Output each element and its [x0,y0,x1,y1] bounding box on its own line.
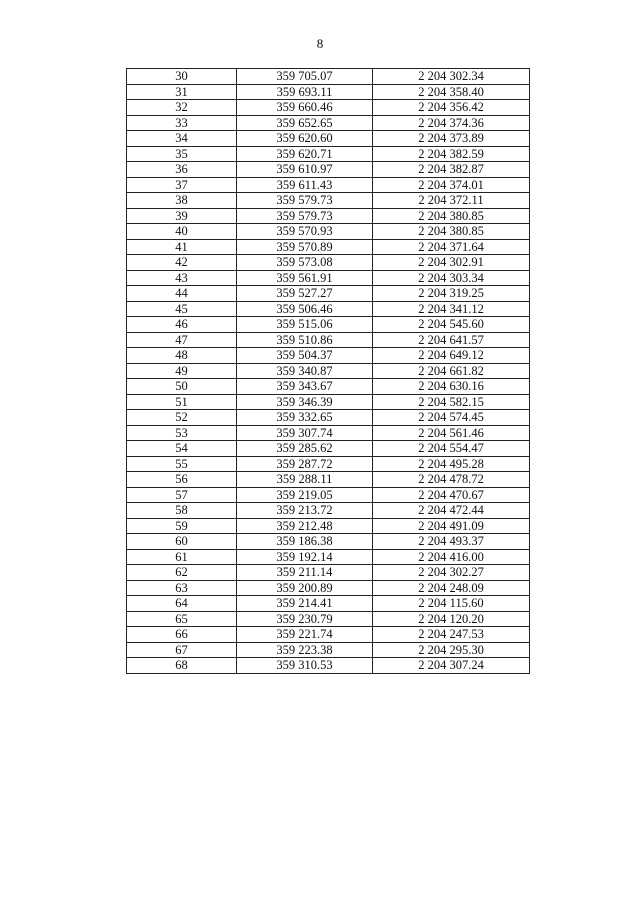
x-coordinate-cell: 359 561.91 [237,270,373,286]
table-row [127,472,530,488]
point-number-cell: 37 [127,177,237,193]
y-coordinate-cell: 2 204 545.60 [373,317,530,333]
x-coordinate-cell: 359 620.60 [237,131,373,147]
point-number-cell: 31 [127,84,237,100]
y-coordinate-cell: 2 204 373.89 [373,131,530,147]
y-coordinate-cell: 2 204 120.20 [373,611,530,627]
table-row [127,84,530,100]
point-number-cell: 47 [127,332,237,348]
x-coordinate-cell: 359 212.48 [237,518,373,534]
x-coordinate-cell: 359 573.08 [237,255,373,271]
point-number-cell: 34 [127,131,237,147]
point-number-cell: 50 [127,379,237,395]
x-coordinate-cell: 359 192.14 [237,549,373,565]
x-coordinate-cell: 359 611.43 [237,177,373,193]
y-coordinate-cell: 2 204 493.37 [373,534,530,550]
point-number-cell: 42 [127,255,237,271]
x-coordinate-cell: 359 570.93 [237,224,373,240]
point-number-cell: 67 [127,642,237,658]
x-coordinate-cell: 359 230.79 [237,611,373,627]
y-coordinate-cell: 2 204 661.82 [373,363,530,379]
table-row [127,348,530,364]
y-coordinate-cell: 2 204 302.34 [373,69,530,85]
table-row [127,534,530,550]
x-coordinate-cell: 359 506.46 [237,301,373,317]
table-row [127,224,530,240]
x-coordinate-cell: 359 620.71 [237,146,373,162]
y-coordinate-cell: 2 204 295.30 [373,642,530,658]
point-number-cell: 41 [127,239,237,255]
table-row [127,115,530,131]
table-row [127,69,530,85]
coordinates-table [126,68,530,674]
y-coordinate-cell: 2 204 630.16 [373,379,530,395]
point-number-cell: 56 [127,472,237,488]
table-row [127,565,530,581]
point-number-cell: 64 [127,596,237,612]
y-coordinate-cell: 2 204 307.24 [373,658,530,674]
table-row [127,363,530,379]
y-coordinate-cell: 2 204 495.28 [373,456,530,472]
y-coordinate-cell: 2 204 371.64 [373,239,530,255]
y-coordinate-cell: 2 204 470.67 [373,487,530,503]
x-coordinate-cell: 359 527.27 [237,286,373,302]
point-number-cell: 33 [127,115,237,131]
x-coordinate-cell: 359 211.14 [237,565,373,581]
point-number-cell: 58 [127,503,237,519]
y-coordinate-cell: 2 204 341.12 [373,301,530,317]
y-coordinate-cell: 2 204 248.09 [373,580,530,596]
point-number-cell: 44 [127,286,237,302]
x-coordinate-cell: 359 288.11 [237,472,373,488]
table-row [127,394,530,410]
point-number-cell: 57 [127,487,237,503]
table-row [127,487,530,503]
y-coordinate-cell: 2 204 302.27 [373,565,530,581]
x-coordinate-cell: 359 570.89 [237,239,373,255]
table-row [127,100,530,116]
point-number-cell: 55 [127,456,237,472]
point-number-cell: 51 [127,394,237,410]
y-coordinate-cell: 2 204 472.44 [373,503,530,519]
table-body-before [127,69,530,674]
point-number-cell: 46 [127,317,237,333]
table-row [127,332,530,348]
table-row [127,456,530,472]
x-coordinate-cell: 359 652.65 [237,115,373,131]
x-coordinate-cell: 359 186.38 [237,534,373,550]
x-coordinate-cell: 359 660.46 [237,100,373,116]
point-number-cell: 35 [127,146,237,162]
x-coordinate-cell: 359 223.38 [237,642,373,658]
table-row [127,255,530,271]
table-row [127,627,530,643]
point-number-cell: 53 [127,425,237,441]
point-number-cell: 43 [127,270,237,286]
table-row [127,239,530,255]
y-coordinate-cell: 2 204 582.15 [373,394,530,410]
point-number-cell: 49 [127,363,237,379]
y-coordinate-cell: 2 204 380.85 [373,224,530,240]
x-coordinate-cell: 359 310.53 [237,658,373,674]
x-coordinate-cell: 359 346.39 [237,394,373,410]
table-row [127,658,530,674]
x-coordinate-cell: 359 343.67 [237,379,373,395]
x-coordinate-cell: 359 579.73 [237,208,373,224]
table-row [127,549,530,565]
table-row [127,518,530,534]
point-number-cell: 32 [127,100,237,116]
x-coordinate-cell: 359 504.37 [237,348,373,364]
page-number: 8 [316,36,324,51]
point-number-cell: 63 [127,580,237,596]
point-number-cell: 54 [127,441,237,457]
point-number-cell: 60 [127,534,237,550]
table-row [127,441,530,457]
y-coordinate-cell: 2 204 374.01 [373,177,530,193]
point-number-cell: 30 [127,69,237,85]
x-coordinate-cell: 359 515.06 [237,317,373,333]
x-coordinate-cell: 359 213.72 [237,503,373,519]
point-number-cell: 52 [127,410,237,426]
y-coordinate-cell: 2 204 380.85 [373,208,530,224]
table-row [127,611,530,627]
table-row [127,317,530,333]
table-row [127,425,530,441]
table-row [127,208,530,224]
point-number-cell: 61 [127,549,237,565]
y-coordinate-cell: 2 204 478.72 [373,472,530,488]
point-number-cell: 36 [127,162,237,178]
point-number-cell: 66 [127,627,237,643]
x-coordinate-cell: 359 510.86 [237,332,373,348]
x-coordinate-cell: 359 332.65 [237,410,373,426]
table-row [127,379,530,395]
table-row [127,503,530,519]
point-number-cell: 65 [127,611,237,627]
y-coordinate-cell: 2 204 358.40 [373,84,530,100]
x-coordinate-cell: 359 610.97 [237,162,373,178]
y-coordinate-cell: 2 204 356.42 [373,100,530,116]
x-coordinate-cell: 359 214.41 [237,596,373,612]
table-row [127,410,530,426]
table-row [127,131,530,147]
x-coordinate-cell: 359 693.11 [237,84,373,100]
y-coordinate-cell: 2 204 416.00 [373,549,530,565]
x-coordinate-cell: 359 340.87 [237,363,373,379]
table-row [127,146,530,162]
y-coordinate-cell: 2 204 554.47 [373,441,530,457]
y-coordinate-cell: 2 204 649.12 [373,348,530,364]
table-row [127,286,530,302]
y-coordinate-cell: 2 204 247.53 [373,627,530,643]
x-coordinate-cell: 359 219.05 [237,487,373,503]
table-row [127,193,530,209]
x-coordinate-cell: 359 705.07 [237,69,373,85]
point-number-cell: 39 [127,208,237,224]
point-number-cell: 48 [127,348,237,364]
point-number-cell: 62 [127,565,237,581]
table-row [127,301,530,317]
point-number-cell: 38 [127,193,237,209]
x-coordinate-cell: 359 221.74 [237,627,373,643]
y-coordinate-cell: 2 204 491.09 [373,518,530,534]
table-row [127,596,530,612]
x-coordinate-cell: 359 579.73 [237,193,373,209]
y-coordinate-cell: 2 204 303.34 [373,270,530,286]
x-coordinate-cell: 359 285.62 [237,441,373,457]
point-number-cell: 45 [127,301,237,317]
y-coordinate-cell: 2 204 641.57 [373,332,530,348]
point-number-cell: 40 [127,224,237,240]
point-number-cell: 59 [127,518,237,534]
table-row [127,177,530,193]
y-coordinate-cell: 2 204 382.59 [373,146,530,162]
table-row [127,642,530,658]
y-coordinate-cell: 2 204 372.11 [373,193,530,209]
x-coordinate-cell: 359 200.89 [237,580,373,596]
table-row [127,162,530,178]
y-coordinate-cell: 2 204 382.87 [373,162,530,178]
x-coordinate-cell: 359 307.74 [237,425,373,441]
x-coordinate-cell: 359 287.72 [237,456,373,472]
y-coordinate-cell: 2 204 574.45 [373,410,530,426]
y-coordinate-cell: 2 204 374.36 [373,115,530,131]
y-coordinate-cell: 2 204 319.25 [373,286,530,302]
y-coordinate-cell: 2 204 561.46 [373,425,530,441]
y-coordinate-cell: 2 204 302.91 [373,255,530,271]
y-coordinate-cell: 2 204 115.60 [373,596,530,612]
table-row [127,270,530,286]
point-number-cell: 68 [127,658,237,674]
table-row [127,580,530,596]
